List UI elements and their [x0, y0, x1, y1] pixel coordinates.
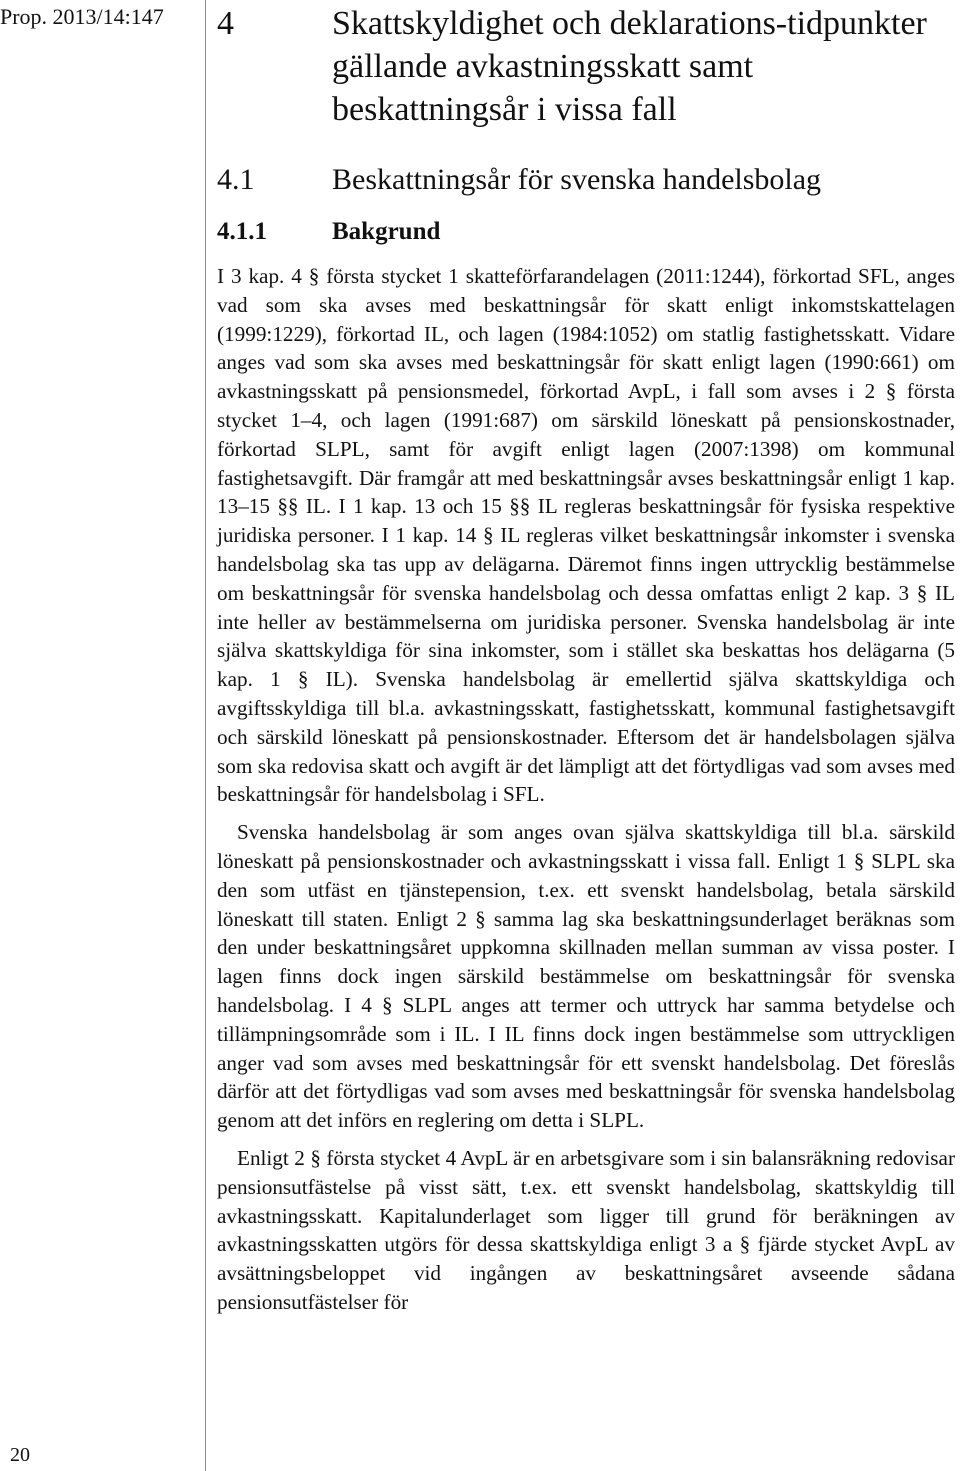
body-text	[217, 262, 955, 1326]
chapter-title: Skattskyldighet och deklarations-tidpunkter gällande avkastningsskatt samt beskattningsår i vissa fall	[332, 5, 927, 128]
section-heading	[217, 160, 821, 200]
subsection-title: Bakgrund	[332, 218, 441, 245]
section-title: Beskattningsår för svenska handelsbolag	[332, 163, 822, 196]
chapter-heading	[217, 2, 937, 131]
paragraph: Enligt 2 § första stycket 4 AvpL är en arbetsgivare som i sin balansräkning redovisar pensionsutfästelse på visst sätt, t.ex. ett svenskt handelsbolag, skattskyldig till avkastningsskatt. Kapitalunderlaget som ligger till grund för beräkningen av avkastningsskatten utgörs för dessa skattskyldiga enligt 3 a § fjärde stycket AvpL av avsättningsbeloppet vid ingången av beskattningsåret avseende sådana pensionsutfästelser för	[217, 1145, 955, 1314]
paragraph: Svenska handelsbolag är som anges ovan själva skattskyldiga till bl.a. särskild löneskatt på pensionskostnader och avkastningsskatt i vissa fall. Enligt 1 § SLPL ska den som utfäst en tjänstepension, t.ex. ett svenskt handelsbolag, betala särskild löneskatt till staten. Enligt 2 § samma lag ska beskattningsunderlaget beräknas som den under beskattningsåret uppkomna skillnaden mellan summan av vissa poster. I lagen finns dock ingen särskild bestämmelse om beskattningsår för svenska handelsbolag. I 4 § SLPL anges att termer och uttryck har samma betydelse och tillämpningsområde som i IL. I IL finns dock ingen bestämmelse som uttryckligen anger vad som avses med beskattningsår för ett svenskt handelsbolag. Det föreslås därför att det förtydligas vad som avses med beskattningsår för svenska handelsbolag genom att det införs en reglering om detta i SLPL.	[217, 820, 955, 1133]
subsection-number: 4.1.1	[217, 218, 267, 245]
section-number: 4.1	[217, 163, 255, 196]
margin-rule	[205, 0, 206, 1471]
page-number: 20	[10, 1444, 30, 1466]
running-head: Prop. 2013/14:147	[0, 4, 164, 29]
subsection-heading	[217, 214, 440, 250]
paragraph: I 3 kap. 4 § första stycket 1 skatteförfarandelagen (2011:1244), förkortad SFL, anges vad som ska avses med beskattningsår för skatt enligt inkomstskattelagen (1999:1229), förkortad IL, och lagen (1984:1052) om statlig fastighetsskatt. Vidare anges vad som ska avses med beskattningsår för skatt enligt lagen (1990:661) om avkastningsskatt på pensionsmedel, förkortad AvpL, i fall som avses i 2 § första stycket 1–4, och lagen (1991:687) om särskild löneskatt på pensionskostnader, förkortad SLPL, samt för avgift enligt lagen (2007:1398) om kommunal fastighetsavgift. Där framgår att med beskattningsår avses beskattningsår enligt 1 kap. 13–15 §§ IL. I 1 kap. 13 och 15 §§ IL regleras beskattningsår för fysiska respektive juridiska personer. I 1 kap. 14 § IL regleras vilket beskattningsår inkomster i svenska handelsbolag ska tas upp av delägarna. Däremot finns ingen uttrycklig bestämmelse om beskattningsår för svenska handelsbolag och dessa omfattas enligt 2 kap. 3 § IL inte heller av bestämmelserna om juridiska personer. Svenska handelsbolag är inte själva skattskyldiga för sina inkomster, som i stället ska beskattas hos delägarna (5 kap. 1 § IL). Svenska handelsbolag är emellertid själva skattskyldiga och avgiftsskyldiga till bl.a. avkastningsskatt, fastighetsskatt, kommunal fastighetsavgift och särskild löneskatt på pensionskostnader. Eftersom det är handelsbolagen själva som ska redovisa skatt och avgift är det lämpligt att det förtydligas vad som avses med beskattningsår för handelsbolag i SFL.	[217, 264, 955, 807]
chapter-number: 4	[217, 5, 234, 42]
